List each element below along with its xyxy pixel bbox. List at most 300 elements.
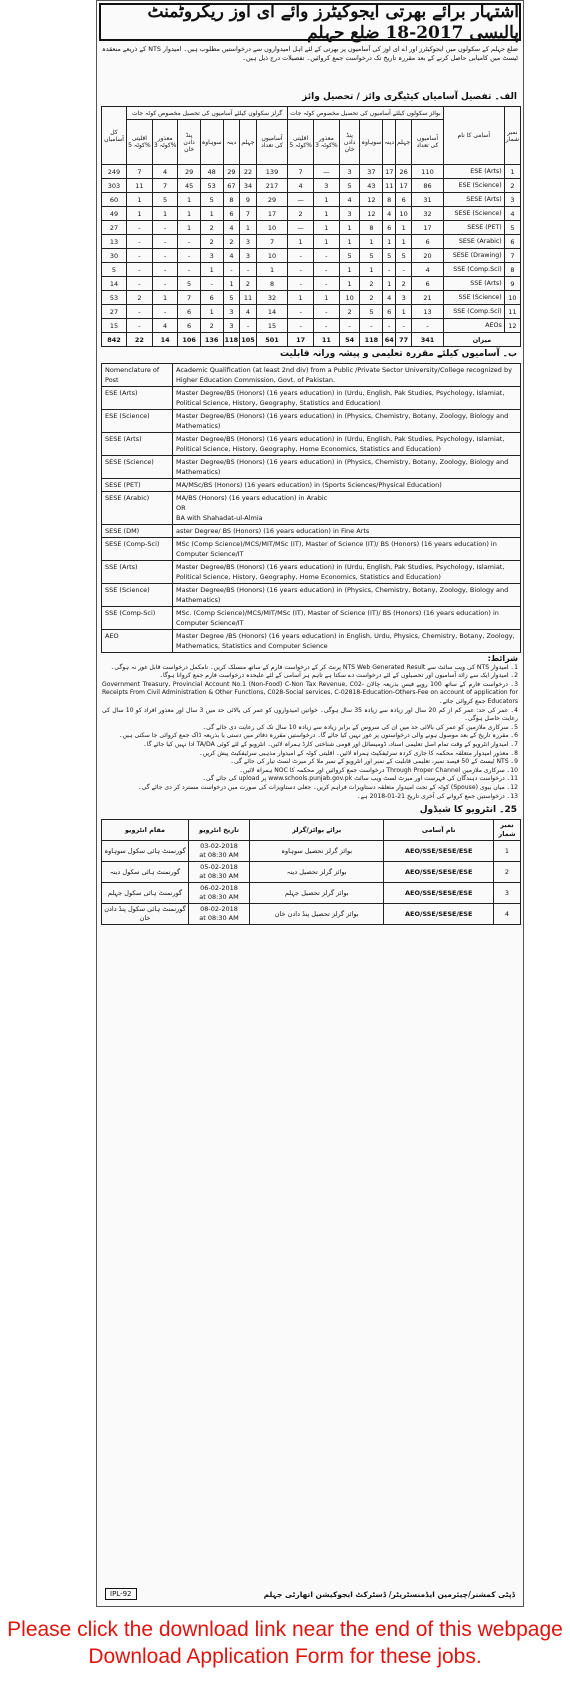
boys-count-cell: 6: [396, 193, 412, 207]
boys-count-cell: 2: [339, 305, 360, 319]
girls-count-cell: -: [178, 235, 200, 249]
girls-count-cell: 4: [223, 221, 240, 235]
boys-count-cell: -: [314, 319, 340, 333]
girls-count-cell: 5: [152, 193, 178, 207]
qual-text-cell: MSc (Comp Science)/MCS/MIT/MSc (IT), Master of Science (IT)/ BS (Honors) (16 years education) in Computer Science/IT: [173, 538, 521, 561]
condition-item: 10۔ سرکاری ملازمین Through Proper Channel درخواست جمع کروائیں اور محکمہ کا NOC ہمراہ لائیں۔: [239, 766, 518, 774]
vacancy-post-cell: SESE (Science): [443, 207, 504, 221]
girls-count-cell: 217: [256, 179, 287, 193]
qual-text-cell: Master Degree/BS (Honors) (16 years education) in (Physics, Chemistry, Botany, Zoology, Biology and Mathematics): [173, 456, 521, 479]
girls-count-cell: 48: [200, 165, 223, 179]
vacancy-total-cell: 303: [102, 179, 127, 193]
qual-text-cell: Master Degree/BS (Honors) (16 years education) in (Physics, Chemistry, Botany, Zoology, Biology and Mathematics): [173, 584, 521, 607]
qual-post-cell: ESE (Arts): [102, 387, 173, 410]
boys-count-cell: 11: [383, 179, 396, 193]
vacancy-total-cell: 5: [102, 263, 127, 277]
boys-count-cell: 5: [360, 305, 383, 319]
qual-text-cell: Master Degree/BS (Honors) (16 years education) in (Urdu, English, Pak Studies, Psychology, Islamiat, Political Science, History, Geography, Statistics and Education): [173, 387, 521, 410]
qualification-row: [102, 433, 521, 456]
interview-date-cell: [189, 904, 250, 925]
boys-count-cell: 1: [396, 305, 412, 319]
qual-text-cell: aster Degree/ BS (Honors) (16 years education) in Fine Arts: [173, 525, 521, 538]
qual-text-cell: Master Degree/BS (Honors) (16 years education) in (Physics, Chemistry, Botany, Zoology, Biology and Mathematics): [173, 410, 521, 433]
interview-post-cell: AEO/SSE/SESE/ESE: [384, 883, 494, 904]
boys-count-cell: -: [288, 263, 314, 277]
girls-count-cell: 3: [223, 305, 240, 319]
vacancy-post-cell: SSE (Comp.Sci): [443, 263, 504, 277]
boys-count-cell: 21: [412, 291, 444, 305]
girls-subheader: معذور کوٹہ 3%: [152, 120, 178, 165]
girls-count-cell: 10: [256, 249, 287, 263]
interview-time: at 08:30 AM: [199, 914, 239, 923]
boys-count-cell: 1: [339, 235, 360, 249]
vacancy-total-cell: 13: [102, 235, 127, 249]
boys-count-cell: 26: [396, 165, 412, 179]
boys-count-cell: 5: [396, 249, 412, 263]
boys-count-cell: 110: [412, 165, 444, 179]
boys-count-cell: 1: [360, 263, 383, 277]
girls-count-cell: 34: [240, 179, 257, 193]
girls-count-cell: -: [152, 263, 178, 277]
girls-count-cell: 32: [256, 291, 287, 305]
interview-time: at 08:30 AM: [199, 851, 239, 860]
girls-count-cell: 1: [200, 263, 223, 277]
interview-for-cell: بوائز گرلز تحصیل جہلم: [250, 883, 384, 904]
boys-count-cell: -: [288, 249, 314, 263]
ad-intro: ضلع جہلم کے سکولوں میں ایجوکیٹرز اور اے ای اوز کی آسامیوں پر بھرتی کے لئے اہل امیدواروں سے درخواستیں مطلوب ہیں۔ امیدوار NTS کے ذریعے منعقدہ ٹیسٹ میں کامیابی حاصل کرنے کے بعد مقررہ تاریخ تک درخواست جمع کروائیں۔ تفصیلات درج ذیل ہیں۔: [102, 45, 518, 62]
boys-count-cell: -: [314, 305, 340, 319]
girls-count-cell: 1: [200, 305, 223, 319]
boys-count-cell: 4: [383, 291, 396, 305]
interview-header-cell: نام آسامی: [384, 820, 494, 841]
boys-count-cell: 32: [412, 207, 444, 221]
ad-title: اشتہار برائے بھرتی ایجوکیٹرز وائے ای اوز ریکروٹمنٹ پالیسی 2017-18 ضلع جہلم: [99, 3, 521, 41]
girls-count-cell: 3: [240, 249, 257, 263]
condition-item: 7۔ امیدوار انٹرویو کے وقت تمام اصل تعلیمی اسناد، ڈومیسائل اور قومی شناختی کارڈ ہمراہ لائیں۔ انٹرویو کے لئے کوئی TA/DA ادا نہیں کیا جائے گا۔: [143, 740, 518, 748]
vacancy-post-cell: SESE (PET): [443, 221, 504, 235]
interview-header-cell: تاریخ انٹرویو: [189, 820, 250, 841]
girls-count-cell: 139: [256, 165, 287, 179]
interview-date: 08-02-2018: [200, 905, 238, 914]
interview-for-cell: بوائز گرلز تحصیل سوہاوہ: [250, 841, 384, 862]
boys-count-cell: -: [383, 319, 396, 333]
boys-count-cell: 86: [412, 179, 444, 193]
boys-count-cell: 4: [339, 193, 360, 207]
boys-count-cell: -: [314, 263, 340, 277]
vacancy-total-cell: 249: [102, 165, 127, 179]
boys-total-cell: 17: [288, 333, 314, 347]
vacancy-total-cell: 30: [102, 249, 127, 263]
girls-count-cell: -: [127, 221, 153, 235]
boys-total-cell: 64: [383, 333, 396, 347]
boys-count-cell: 37: [360, 165, 383, 179]
boys-total-cell: 11: [314, 333, 340, 347]
qual-header-post: Nomenclature of Post: [102, 364, 173, 387]
qualification-row: [102, 492, 521, 525]
qualification-table: [101, 363, 521, 653]
authority-signature: ڈپٹی کمشنر/چیئرمین ایڈمنسٹریٹر/ ڈسٹرکٹ ایجوکیشن اتھارٹی جہلم: [263, 1589, 515, 1599]
interview-venue-cell: گورنمنٹ ہائی سکول دینہ: [102, 862, 189, 883]
vacancy-post-cell: ESE (Arts): [443, 165, 504, 179]
girls-count-cell: 4: [223, 249, 240, 263]
girls-count-cell: 67: [223, 179, 240, 193]
girls-count-cell: 53: [200, 179, 223, 193]
girls-count-cell: 1: [127, 193, 153, 207]
girls-subheader: دینہ: [223, 120, 240, 165]
vacancy-post-cell: SSE (Arts): [443, 277, 504, 291]
ad-footer: [97, 1588, 523, 1600]
condition-item: 8۔ معذور امیدوار متعلقہ محکمہ کا جاری کردہ سرٹیفکیٹ ہمراہ لائیں۔ اقلیتی کوٹہ کے امیدوار مذہبی سرٹیفکیٹ پیش کریں۔: [199, 749, 518, 757]
interview-sr-cell: 1: [494, 841, 521, 862]
vacancy-sr-cell: 2: [504, 179, 520, 193]
boys-count-cell: 1: [314, 221, 340, 235]
boys-count-cell: 1: [383, 235, 396, 249]
boys-count-cell: 4: [412, 263, 444, 277]
boys-count-cell: 2: [360, 277, 383, 291]
vacancy-total-cell: 49: [102, 207, 127, 221]
boys-count-cell: 6: [412, 277, 444, 291]
condition-item: 3۔ درخواست فارم کے ساتھ 100 روپے فیس بذریعہ چالان Government Treasury, Provincial Account No.1 (Non-Food) C-Non Tax Revenue, C02-Receipts From Civil Administration & Other Functions, C028-Social services, C-02818-Education-Others-Fee on account of application for Educators جمع کروائی جائے۔: [102, 680, 519, 705]
boys-count-cell: 8: [383, 193, 396, 207]
girls-count-cell: 5: [178, 277, 200, 291]
girls-count-cell: -: [240, 319, 257, 333]
vacancy-row: [102, 277, 521, 291]
girls-total-cell: 105: [240, 333, 257, 347]
qual-post-cell: SESE (Arabic): [102, 492, 173, 525]
vacancy-post-cell: SESE (Arabic): [443, 235, 504, 249]
girls-count-cell: 6: [223, 207, 240, 221]
boys-count-cell: 4: [383, 207, 396, 221]
boys-count-cell: 6: [412, 235, 444, 249]
girls-count-cell: 6: [200, 291, 223, 305]
vac-girls-group: گرلز سکولوں کیلئے آسامیوں کی تحصیل مخصوص کوٹہ جات: [127, 107, 288, 120]
vacancy-sr-cell: 9: [504, 277, 520, 291]
boys-count-cell: 17: [383, 165, 396, 179]
girls-count-cell: 7: [127, 165, 153, 179]
download-notice-line-2: Download Application Form for these jobs.: [88, 1645, 482, 1668]
girls-count-cell: 5: [223, 291, 240, 305]
boys-count-cell: 5: [339, 179, 360, 193]
interview-date: 03-02-2018: [200, 842, 238, 851]
girls-count-cell: 1: [178, 193, 200, 207]
interview-date-cell: [189, 862, 250, 883]
girls-count-cell: 2: [127, 291, 153, 305]
boys-count-cell: 5: [360, 249, 383, 263]
girls-count-cell: 1: [127, 207, 153, 221]
girls-count-cell: -: [127, 305, 153, 319]
boys-count-cell: —: [288, 193, 314, 207]
girls-total-cell: 22: [127, 333, 153, 347]
boys-count-cell: -: [339, 319, 360, 333]
boys-count-cell: 1: [383, 277, 396, 291]
girls-total-cell: 106: [178, 333, 200, 347]
girls-count-cell: 1: [178, 207, 200, 221]
boys-count-cell: 8: [360, 221, 383, 235]
interview-row: [102, 883, 521, 904]
condition-item: 11۔ درخواست دہندگان کی فہرست اور میرٹ لسٹ ویب سائٹ www.schools.punjab.gov.pk پر upload کی جائے گی۔: [202, 775, 518, 783]
boys-count-cell: 1: [339, 277, 360, 291]
boys-count-cell: 1: [360, 235, 383, 249]
qual-post-cell: SESE (Comp-Sci): [102, 538, 173, 561]
condition-item: 12۔ میاں بیوی (Spouse) کوٹہ کے تحت امیدوار متعلقہ دستاویزات فراہم کریں۔ جعلی دستاویزات کی صورت میں درخواست مسترد کر دی جائے گی۔: [138, 783, 518, 791]
qualification-row: [102, 561, 521, 584]
girls-count-cell: 7: [240, 207, 257, 221]
condition-item: 6۔ مقررہ تاریخ کے بعد موصول ہونے والی درخواستوں پر غور نہیں کیا جائے گا۔ درخواستیں مقررہ دفاتر میں دستی یا بذریعہ ڈاک جمع کروائی جا سکتی ہیں۔: [118, 732, 518, 740]
section-b-heading: ب۔ آسامیوں کیلئے مقررہ تعلیمی و پیشہ ورانہ قابلیت: [280, 349, 517, 359]
girls-count-cell: 2: [200, 235, 223, 249]
girls-count-cell: -: [223, 263, 240, 277]
vacancy-total-cell: 27: [102, 305, 127, 319]
boys-count-cell: 1: [314, 235, 340, 249]
vacancy-total-row: [102, 333, 521, 347]
boys-count-cell: -: [360, 319, 383, 333]
girls-count-cell: 22: [240, 165, 257, 179]
girls-count-cell: 6: [178, 319, 200, 333]
girls-count-cell: 1: [256, 263, 287, 277]
vacancy-row: [102, 249, 521, 263]
interview-date-cell: [189, 883, 250, 904]
boys-count-cell: 1: [339, 263, 360, 277]
vacancy-post-cell: SESE (Arts): [443, 193, 504, 207]
vacancy-row: [102, 305, 521, 319]
girls-count-cell: 2: [240, 277, 257, 291]
girls-count-cell: -: [127, 319, 153, 333]
girls-count-cell: 4: [152, 319, 178, 333]
qualification-row: [102, 538, 521, 561]
vacancy-row: [102, 179, 521, 193]
vacancy-table: [101, 106, 521, 347]
girls-count-cell: -: [127, 263, 153, 277]
boys-subheader: سوہاوہ: [360, 120, 383, 165]
girls-count-cell: -: [127, 249, 153, 263]
boys-count-cell: 3: [339, 207, 360, 221]
qual-post-cell: SESE (Science): [102, 456, 173, 479]
boys-subheader: اقلیتی کوٹہ 5%: [288, 120, 314, 165]
boys-count-cell: -: [314, 249, 340, 263]
interview-venue-cell: گورنمنٹ ہائی سکول سوہاوہ: [102, 841, 189, 862]
vacancy-total-cell: 15: [102, 319, 127, 333]
vacancy-row: [102, 221, 521, 235]
girls-subheader: پنڈ دادن خان: [178, 120, 200, 165]
girls-count-cell: 8: [223, 193, 240, 207]
girls-count-cell: -: [152, 235, 178, 249]
boys-total-cell: 77: [396, 333, 412, 347]
girls-total-cell: 501: [256, 333, 287, 347]
girls-count-cell: -: [152, 221, 178, 235]
qual-post-cell: SESE (PET): [102, 479, 173, 492]
qual-text-cell: MA/BS (Honors) (16 years education) in Arabic OR BA with Shahadat-ul-Almia: [173, 492, 521, 525]
total-label-cell: میزان: [443, 333, 520, 347]
girls-count-cell: 1: [178, 221, 200, 235]
girls-count-cell: 1: [152, 291, 178, 305]
vacancy-post-cell: ESE (Science): [443, 179, 504, 193]
girls-count-cell: 5: [200, 193, 223, 207]
interview-venue-cell: گورنمنٹ ہائی سکول جہلم: [102, 883, 189, 904]
girls-count-cell: 3: [240, 235, 257, 249]
interview-row: [102, 862, 521, 883]
girls-count-cell: 1: [223, 277, 240, 291]
girls-count-cell: -: [152, 305, 178, 319]
girls-count-cell: 14: [256, 305, 287, 319]
boys-count-cell: 2: [288, 207, 314, 221]
qual-text-cell: MSc. (Comp Science)/MCS/MIT/MSc (IT), Master of Science (IT)/ BS (Honors) (16 years education) in Computer Science/IT: [173, 607, 521, 630]
boys-count-cell: 20: [412, 249, 444, 263]
girls-count-cell: -: [178, 249, 200, 263]
boys-subheader: دینہ: [383, 120, 396, 165]
qualification-row: [102, 410, 521, 433]
interview-date: 06-02-2018: [200, 884, 238, 893]
girls-subheader: آسامیوں کی تعداد: [256, 120, 287, 165]
boys-count-cell: -: [383, 263, 396, 277]
vac-col-sr: نمبر شمار: [504, 107, 520, 165]
girls-count-cell: 45: [178, 179, 200, 193]
interview-sr-cell: 3: [494, 883, 521, 904]
girls-count-cell: -: [152, 277, 178, 291]
boys-count-cell: 1: [288, 291, 314, 305]
conditions: [97, 653, 523, 803]
boys-count-cell: 2: [396, 277, 412, 291]
vac-boys-group: بوائز سکولوں کیلئے آسامیوں کی تحصیل مخصوص کوٹہ جات: [288, 107, 444, 120]
boys-count-cell: 10: [396, 207, 412, 221]
qualification-row: [102, 584, 521, 607]
boys-count-cell: 7: [288, 165, 314, 179]
boys-count-cell: -: [288, 319, 314, 333]
girls-subheader: سوہاوہ: [200, 120, 223, 165]
boys-subheader: پنڈ دادن خان: [339, 120, 360, 165]
girls-count-cell: -: [127, 277, 153, 291]
girls-count-cell: 4: [152, 165, 178, 179]
condition-item: 9۔ NTS ٹیسٹ کے 50 فیصد نمبر، تعلیمی قابلیت کے نمبر اور انٹرویو کے نمبر ملا کر میرٹ لسٹ تیار کی جائے گی۔: [230, 758, 518, 766]
vacancy-total-cell: 53: [102, 291, 127, 305]
qual-text-cell: Master Degree/BS (Honors) (16 years education) in (Urdu, English, Pak Studies, Psychology, Islamiat, Political Science, History, Geography, Home Economics, Statistics and Education): [173, 433, 521, 456]
girls-count-cell: -: [152, 249, 178, 263]
vacancy-sr-cell: 3: [504, 193, 520, 207]
vacancy-sr-cell: 12: [504, 319, 520, 333]
section-a-heading: الف۔ تفصیل آسامیاں کیٹیگری وائز / تحصیل وائز: [302, 92, 517, 102]
vacancy-sr-cell: 4: [504, 207, 520, 221]
qual-post-cell: SESE (Arts): [102, 433, 173, 456]
vacancy-post-cell: SESE (Drawing): [443, 249, 504, 263]
girls-count-cell: 29: [223, 165, 240, 179]
girls-subheader: اقلیتی کوٹہ 5%: [127, 120, 153, 165]
boys-total-cell: 341: [412, 333, 444, 347]
interview-heading: 25۔ انٹرویو کا شیڈول: [419, 805, 517, 816]
boys-count-cell: -: [412, 319, 444, 333]
vacancy-sr-cell: 11: [504, 305, 520, 319]
boys-count-cell: 6: [383, 305, 396, 319]
boys-total-cell: 54: [339, 333, 360, 347]
boys-count-cell: 5: [339, 249, 360, 263]
interview-post-cell: AEO/SSE/SESE/ESE: [384, 862, 494, 883]
boys-count-cell: —: [314, 165, 340, 179]
vacancy-row: [102, 207, 521, 221]
condition-item: 5۔ سرکاری ملازمین کو عمر کی بالائی حد میں ان کی سروس کے برابر زیادہ سے زیادہ 10 سال تک کی رعایت دی جائے گی۔: [202, 723, 518, 731]
vacancy-sr-cell: 1: [504, 165, 520, 179]
interview-header-cell: برائے بوائز/گرلز: [250, 820, 384, 841]
condition-item: 2۔ امیدوار ایک سے زائد آسامیوں اور تحصیلوں کے لئے درخواست دے سکتا ہے تاہم ہر آسامی کے لئے علیحدہ درخواست فارم جمع کروانا ہوگا۔: [159, 672, 518, 680]
conditions-title: شرائط:: [487, 654, 518, 663]
girls-total-cell: 118: [223, 333, 240, 347]
vacancy-sr-cell: 5: [504, 221, 520, 235]
boys-count-cell: 1: [396, 235, 412, 249]
vacancy-post-cell: SSE (Comp.Sci): [443, 305, 504, 319]
girls-count-cell: -: [200, 277, 223, 291]
ipl-code: IPL-92: [105, 1588, 137, 1600]
boys-count-cell: 3: [314, 179, 340, 193]
girls-total-cell: 14: [152, 333, 178, 347]
boys-count-cell: -: [288, 305, 314, 319]
girls-count-cell: 9: [240, 193, 257, 207]
boys-count-cell: 3: [339, 165, 360, 179]
qualification-row: [102, 456, 521, 479]
boys-count-cell: 1: [339, 221, 360, 235]
girls-subheader: جہلم: [240, 120, 257, 165]
vacancy-sr-cell: 6: [504, 235, 520, 249]
girls-count-cell: 2: [200, 319, 223, 333]
qualification-row: [102, 607, 521, 630]
qual-post-cell: SSE (Arts): [102, 561, 173, 584]
vacancy-row: [102, 193, 521, 207]
vacancy-total-cell: 27: [102, 221, 127, 235]
boys-count-cell: 17: [412, 221, 444, 235]
girls-count-cell: 1: [200, 207, 223, 221]
qual-post-cell: SESE (DM): [102, 525, 173, 538]
grand-total-cell: 842: [102, 333, 127, 347]
girls-total-cell: 136: [200, 333, 223, 347]
boys-count-cell: 1: [314, 207, 340, 221]
boys-subheader: معذور کوٹہ 3%: [314, 120, 340, 165]
qual-post-cell: SSE (Science): [102, 584, 173, 607]
vac-col-post: آسامی کا نام: [443, 107, 504, 165]
interview-venue-cell: گورنمنٹ ہائی سکول پنڈ دادن خان: [102, 904, 189, 925]
boys-count-cell: -: [314, 277, 340, 291]
girls-count-cell: -: [178, 263, 200, 277]
girls-count-cell: 7: [256, 235, 287, 249]
girls-count-cell: 2: [200, 221, 223, 235]
girls-count-cell: 15: [256, 319, 287, 333]
boys-count-cell: 12: [360, 193, 383, 207]
girls-count-cell: 17: [256, 207, 287, 221]
vacancy-total-cell: 14: [102, 277, 127, 291]
girls-count-cell: 1: [240, 221, 257, 235]
girls-count-cell: -: [240, 263, 257, 277]
boys-total-cell: 118: [360, 333, 383, 347]
boys-count-cell: 2: [360, 291, 383, 305]
girls-count-cell: 29: [178, 165, 200, 179]
vacancy-sr-cell: 8: [504, 263, 520, 277]
interview-header-cell: نمبر شمار: [494, 820, 521, 841]
boys-count-cell: 6: [383, 221, 396, 235]
boys-count-cell: 43: [360, 179, 383, 193]
girls-count-cell: 10: [256, 221, 287, 235]
interview-post-cell: AEO/SSE/SESE/ESE: [384, 904, 494, 925]
boys-count-cell: —: [288, 221, 314, 235]
boys-count-cell: 5: [383, 249, 396, 263]
vacancy-sr-cell: 10: [504, 291, 520, 305]
qual-post-cell: AEO: [102, 630, 173, 653]
download-notice-line-1: Please click the download link near the end of this webpage: [7, 1618, 563, 1641]
condition-item: 1۔ امیدوار NTS کی ویب سائٹ سے NTS Web Generated Result پرنٹ کر کے درخواست فارم کے ساتھ منسلک کریں۔ نامکمل درخواست قابل غور نہ ہوگی۔: [110, 663, 518, 671]
girls-count-cell: 11: [127, 179, 153, 193]
girls-count-cell: -: [127, 235, 153, 249]
boys-count-cell: 17: [396, 179, 412, 193]
boys-count-cell: 1: [314, 291, 340, 305]
qual-text-cell: Master Degree/BS (Honors) (16 years education) in (Urdu, English, Pak Studies, Psychology, Islamiat, Political Science, History, Geography, Home Economics, Statistics and Education): [173, 561, 521, 584]
vacancy-post-cell: SSE (Science): [443, 291, 504, 305]
vacancy-row: [102, 165, 521, 179]
qualification-row: [102, 479, 521, 492]
interview-time: at 08:30 AM: [199, 893, 239, 902]
